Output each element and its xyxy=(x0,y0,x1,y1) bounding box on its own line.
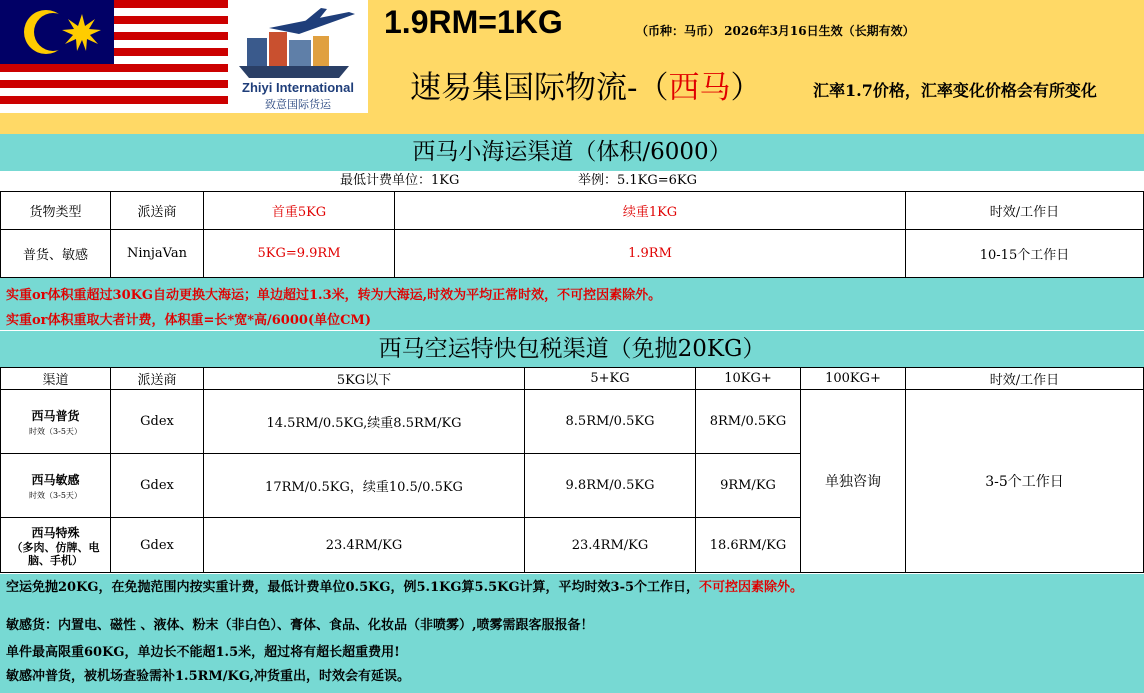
sea-min-unit: 最低计费单位：1KG xyxy=(340,173,460,188)
company-prefix: 速易集国际物流-（ xyxy=(410,70,669,106)
air-cell-10plus: 8RM/0.5KG xyxy=(696,390,801,454)
air-col-5plus: 5+KG xyxy=(525,368,696,390)
air-cell-consult: 单独咨询 xyxy=(801,390,906,573)
company-title xyxy=(410,62,761,107)
air-cell-5plus: 23.4RM/KG xyxy=(525,518,696,573)
sea-cell-first: 5KG=9.9RM xyxy=(204,230,395,278)
table-row xyxy=(1,230,1144,278)
sea-note-2: 实重or体积重取大者计费，体积重=长*宽*高/6000(单位CM) xyxy=(6,313,371,328)
air-cell-under5: 17RM/0.5KG，续重10.5/0.5KG xyxy=(204,454,525,518)
air-col-time: 时效/工作日 xyxy=(906,368,1144,390)
malaysia-flag xyxy=(0,0,228,113)
air-cell-channel xyxy=(1,454,111,518)
air-cell-under5: 23.4RM/KG xyxy=(204,518,525,573)
rate-note: （币种：马币） 2026年3月16日生效（长期有效） xyxy=(636,24,915,38)
air-channel-sub: 时效（3-5天） xyxy=(29,426,82,436)
sea-table xyxy=(0,191,1144,278)
sea-table-header xyxy=(1,192,1144,230)
air-channel-sub: （多肉、仿牌、电脑、手机） xyxy=(11,540,100,567)
table-row xyxy=(1,390,1144,454)
sea-cell-type: 普货、敏感 xyxy=(1,230,111,278)
sea-min-unit-row xyxy=(0,171,1144,191)
sea-col-first: 首重5KG xyxy=(204,192,395,230)
sea-section-title: 西马小海运渠道（体积/6000） xyxy=(0,134,1144,171)
air-col-channel: 渠道 xyxy=(1,368,111,390)
air-cell-channel xyxy=(1,390,111,454)
sea-cell-time: 10-15个工作日 xyxy=(906,230,1144,278)
sea-col-next: 续重1KG xyxy=(395,192,906,230)
company-suffix: ） xyxy=(730,70,762,106)
air-cell-time: 3-5个工作日 xyxy=(906,390,1144,573)
sea-col-carrier: 派送商 xyxy=(111,192,204,230)
air-cell-carrier: Gdex xyxy=(111,518,204,573)
air-channel-name: 西马敏感 xyxy=(31,472,80,487)
air-section-title: 西马空运特快包税渠道（免抛20KG） xyxy=(0,331,1144,367)
logo-cn: 致意国际货运 xyxy=(265,98,331,111)
sea-cell-carrier: NinjaVan xyxy=(111,230,204,278)
air-col-carrier: 派送商 xyxy=(111,368,204,390)
sea-note-1: 实重or体积重超过30KG自动更换大海运；单边超过1.3米，转为大海运,时效为平均正常时效，不可控因素除外。 xyxy=(6,288,662,303)
sea-col-time: 时效/工作日 xyxy=(906,192,1144,230)
air-channel-name: 西马普货 xyxy=(31,408,80,423)
air-cell-carrier: Gdex xyxy=(111,390,204,454)
air-col-100plus: 100KG+ xyxy=(801,368,906,390)
air-cell-channel xyxy=(1,518,111,573)
air-cell-under5: 14.5RM/0.5KG,续重8.5RM/KG xyxy=(204,390,525,454)
fx-note: 汇率1.7价格，汇率变化价格会有所变化 xyxy=(813,81,1097,100)
sea-cell-next: 1.9RM xyxy=(395,230,906,278)
air-col-10plus: 10KG+ xyxy=(696,368,801,390)
company-logo xyxy=(229,0,367,113)
exchange-rate: 1.9RM=1KG xyxy=(384,4,563,40)
air-note-1 xyxy=(6,576,803,595)
header-strip xyxy=(0,113,1144,134)
air-note-1-red: 不可控因素除外。 xyxy=(699,580,804,595)
air-channel-sub: 时效（3-5天） xyxy=(29,490,82,500)
air-cell-10plus: 9RM/KG xyxy=(696,454,801,518)
company-region: 西马 xyxy=(668,70,731,106)
air-cell-carrier: Gdex xyxy=(111,454,204,518)
sea-col-type: 货物类型 xyxy=(1,192,111,230)
sea-example: 举例：5.1KG=6KG xyxy=(578,173,698,188)
air-table xyxy=(0,367,1144,573)
air-cell-10plus: 18.6RM/KG xyxy=(696,518,801,573)
air-channel-name: 西马特殊 xyxy=(31,525,80,540)
air-note-2: 敏感货：内置电、磁性 、液体、粉末（非白色）、膏体、食品、化妆品（非喷雾）,喷雾需跟客服报备！ xyxy=(6,618,594,633)
logo-name: Zhiyi International xyxy=(242,80,354,95)
air-note-4: 敏感冲普货，被机场查验需补1.5RM/KG,冲货重出，时效会有延误。 xyxy=(6,669,411,684)
air-note-1-main: 空运免抛20KG，在免抛范围内按实重计费，最低计费单位0.5KG，例5.1KG算5.5KG计算，平均时效3-5个工作日， xyxy=(6,580,700,595)
air-cell-5plus: 8.5RM/0.5KG xyxy=(525,390,696,454)
air-cell-5plus: 9.8RM/0.5KG xyxy=(525,454,696,518)
air-col-under5: 5KG以下 xyxy=(204,368,525,390)
air-table-header xyxy=(1,368,1144,390)
air-note-3: 单件最高限重60KG，单边长不能超1.5米，超过将有超长超重费用! xyxy=(6,645,400,660)
